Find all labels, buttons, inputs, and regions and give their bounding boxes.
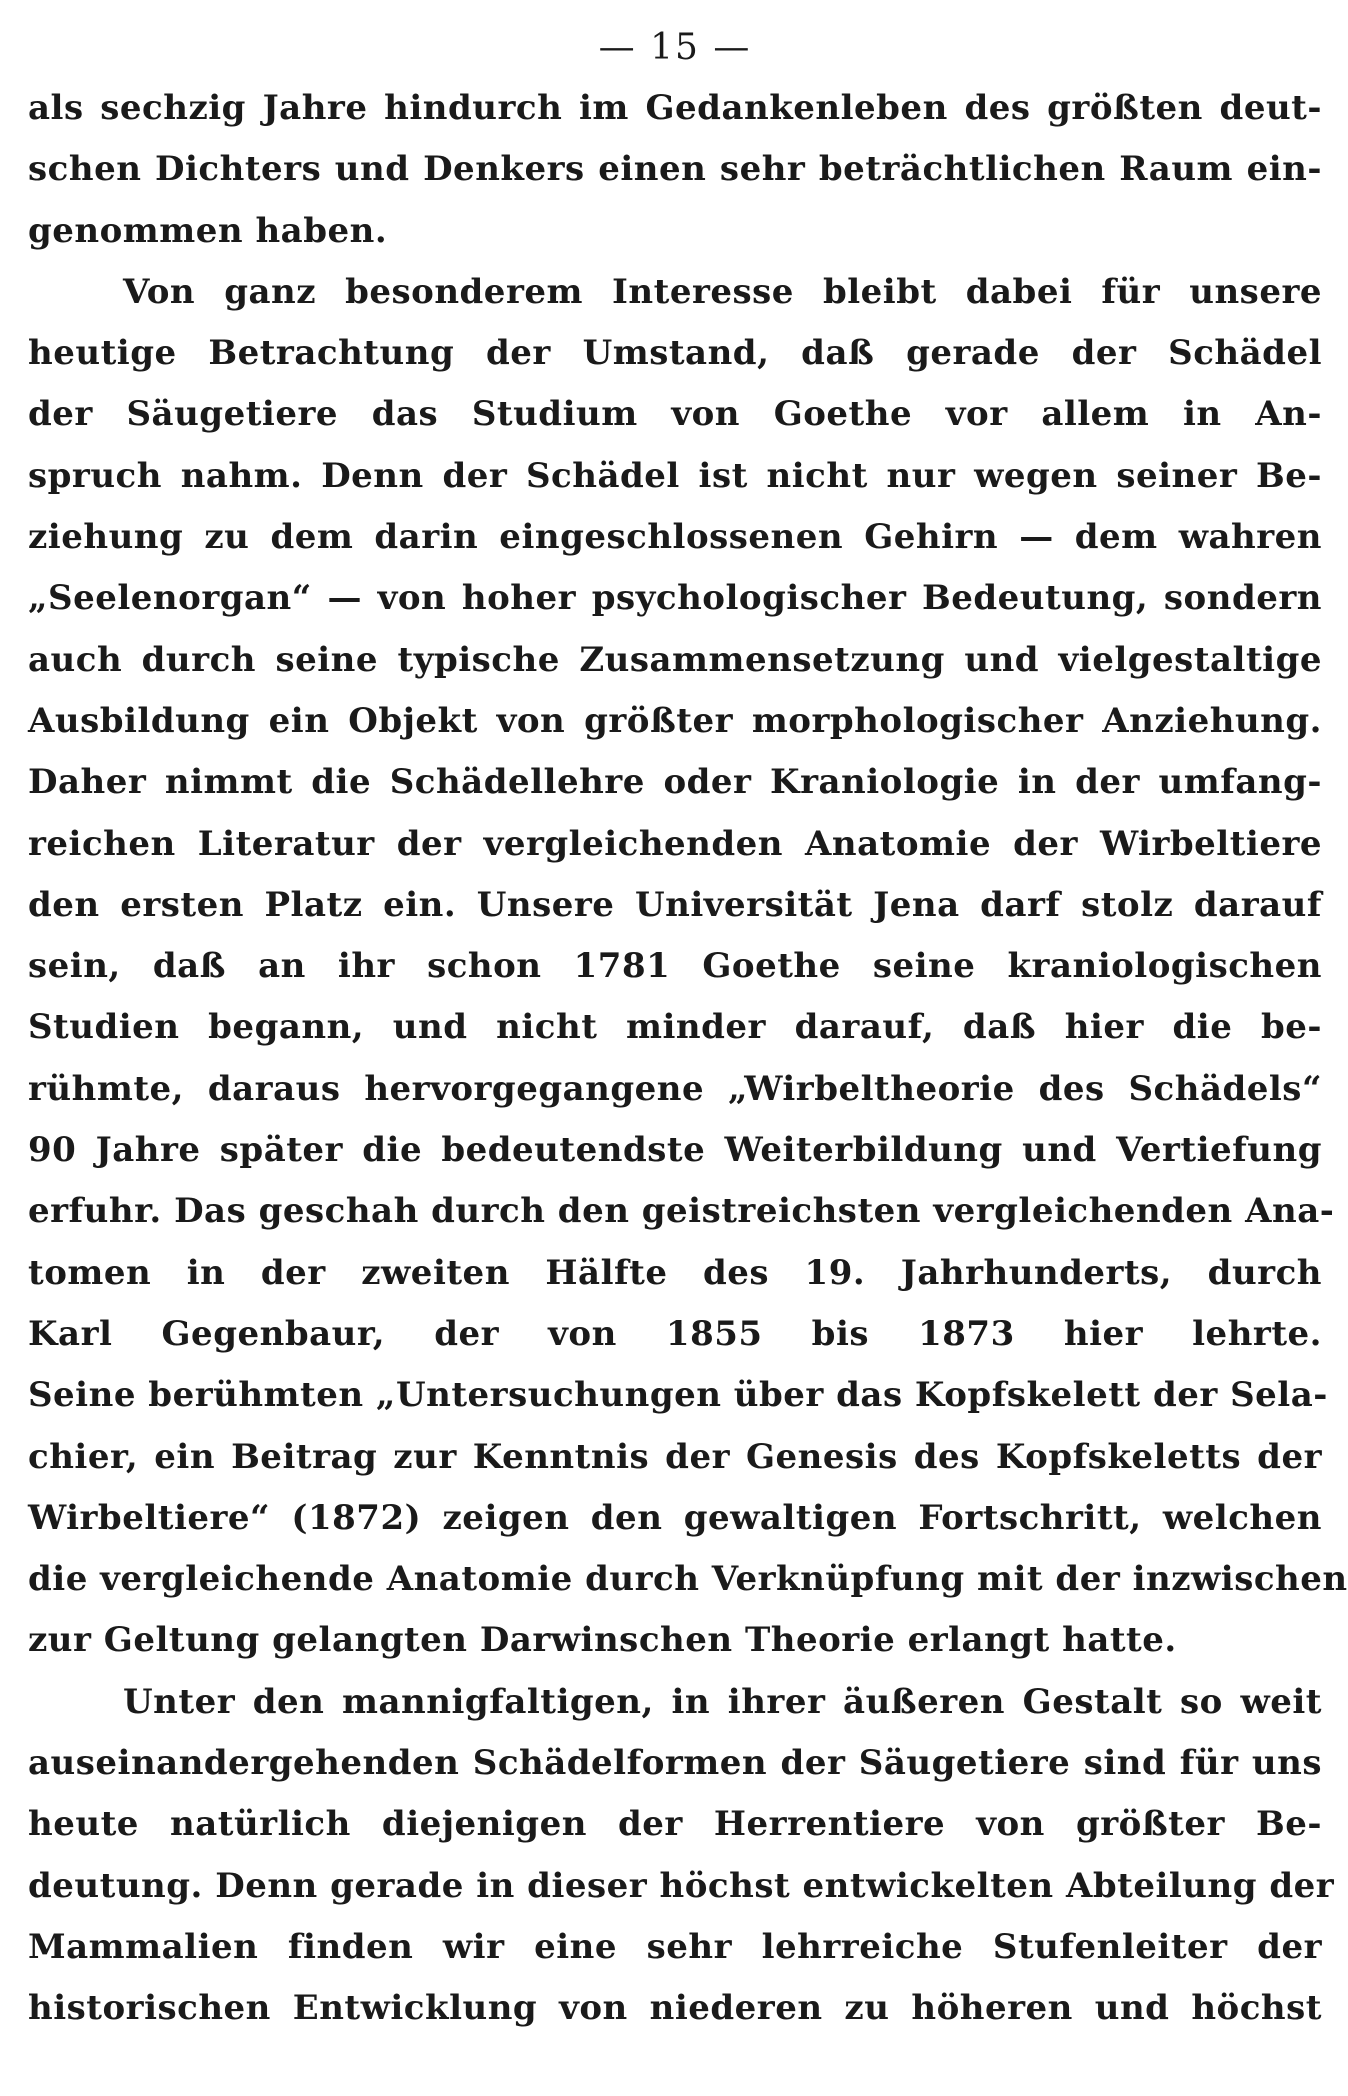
document-page	[28, 22, 1348, 2040]
text-line: spruch nahm. Denn der Schädel ist nicht nur wegen seiner Be-	[28, 455, 1322, 496]
text-line: Daher nimmt die Schädellehre oder Kraniologie in der umfang-	[28, 762, 1322, 803]
text-line: Mammalien finden wir eine sehr lehrreiche Stufenleiter der	[28, 1926, 1322, 1967]
text-line: schen Dichters und Denkers einen sehr beträchtlichen Raum ein-	[28, 149, 1322, 190]
text-line: als sechzig Jahre hindurch im Gedankenleben des größten deut-	[28, 88, 1322, 128]
text-line: den ersten Platz ein. Unsere Universität Jena darf stolz darauf	[28, 884, 1322, 925]
text-line: „Seelenorgan“ — von hoher psychologischer Bedeutung, sondern	[28, 578, 1322, 619]
text-line: auch durch seine typische Zusammensetzung und vielgestaltige	[28, 639, 1322, 680]
text-line: heute natürlich diejenigen der Herrentiere von größter Be-	[28, 1804, 1322, 1845]
text-line: Seine berühmten „Untersuchungen über das Kopfskelett der Sela-	[28, 1375, 1328, 1416]
page-number: — 15 —	[598, 27, 752, 68]
text-line: Wirbeltiere“ (1872) zeigen den gewaltigen Fortschritt, welchen	[28, 1497, 1322, 1538]
text-line: Unter den mannigfaltigen, in ihrer äußeren Gestalt so weit	[123, 1681, 1322, 1722]
text-line: der Säugetiere das Studium von Goethe vor allem in An-	[28, 394, 1322, 435]
text-line: 90 Jahre später die bedeutendste Weiterbildung und Vertiefung	[28, 1130, 1322, 1171]
text-line: ziehung zu dem darin eingeschlossenen Gehirn — dem wahren	[28, 517, 1322, 558]
text-line: deutung. Denn gerade in dieser höchst entwickelten Abteilung der	[28, 1865, 1335, 1906]
body-text	[28, 78, 1348, 2040]
text-line: auseinandergehenden Schädelformen der Säugetiere sind für uns	[28, 1743, 1322, 1784]
text-line: Ausbildung ein Objekt von größter morphologischer Anziehung.	[28, 700, 1322, 741]
text-line: tomen in der zweiten Hälfte des 19. Jahrhunderts, durch	[28, 1252, 1322, 1293]
text-line: genommen haben.	[28, 210, 388, 251]
text-line: reichen Literatur der vergleichenden Anatomie der Wirbeltiere	[28, 823, 1322, 864]
text-line: zur Geltung gelangten Darwinschen Theorie erlangt hatte.	[28, 1620, 1177, 1661]
text-line: historischen Entwicklung von niederen zu höheren und höchst	[28, 1988, 1322, 2029]
text-line: Von ganz besonderem Interesse bleibt dabei für unsere	[123, 271, 1322, 312]
text-line: chier, ein Beitrag zur Kenntnis der Genesis des Kopfskeletts der	[28, 1436, 1322, 1477]
text-line: Karl Gegenbaur, der von 1855 bis 1873 hier lehrte.	[28, 1313, 1322, 1354]
text-line: sein, daß an ihr schon 1781 Goethe seine kraniologischen	[28, 946, 1322, 987]
text-line: heutige Betrachtung der Umstand, daß gerade der Schädel	[28, 333, 1322, 374]
text-line: die vergleichende Anatomie durch Verknüpfung mit der inzwischen	[28, 1559, 1348, 1600]
text-line: Studien begann, und nicht minder darauf, daß hier die be-	[28, 1007, 1322, 1048]
text-line: erfuhr. Das geschah durch den geistreichsten vergleichenden Ana-	[28, 1191, 1335, 1232]
text-line: rühmte, daraus hervorgegangene „Wirbeltheorie des Schädels“	[28, 1068, 1322, 1109]
